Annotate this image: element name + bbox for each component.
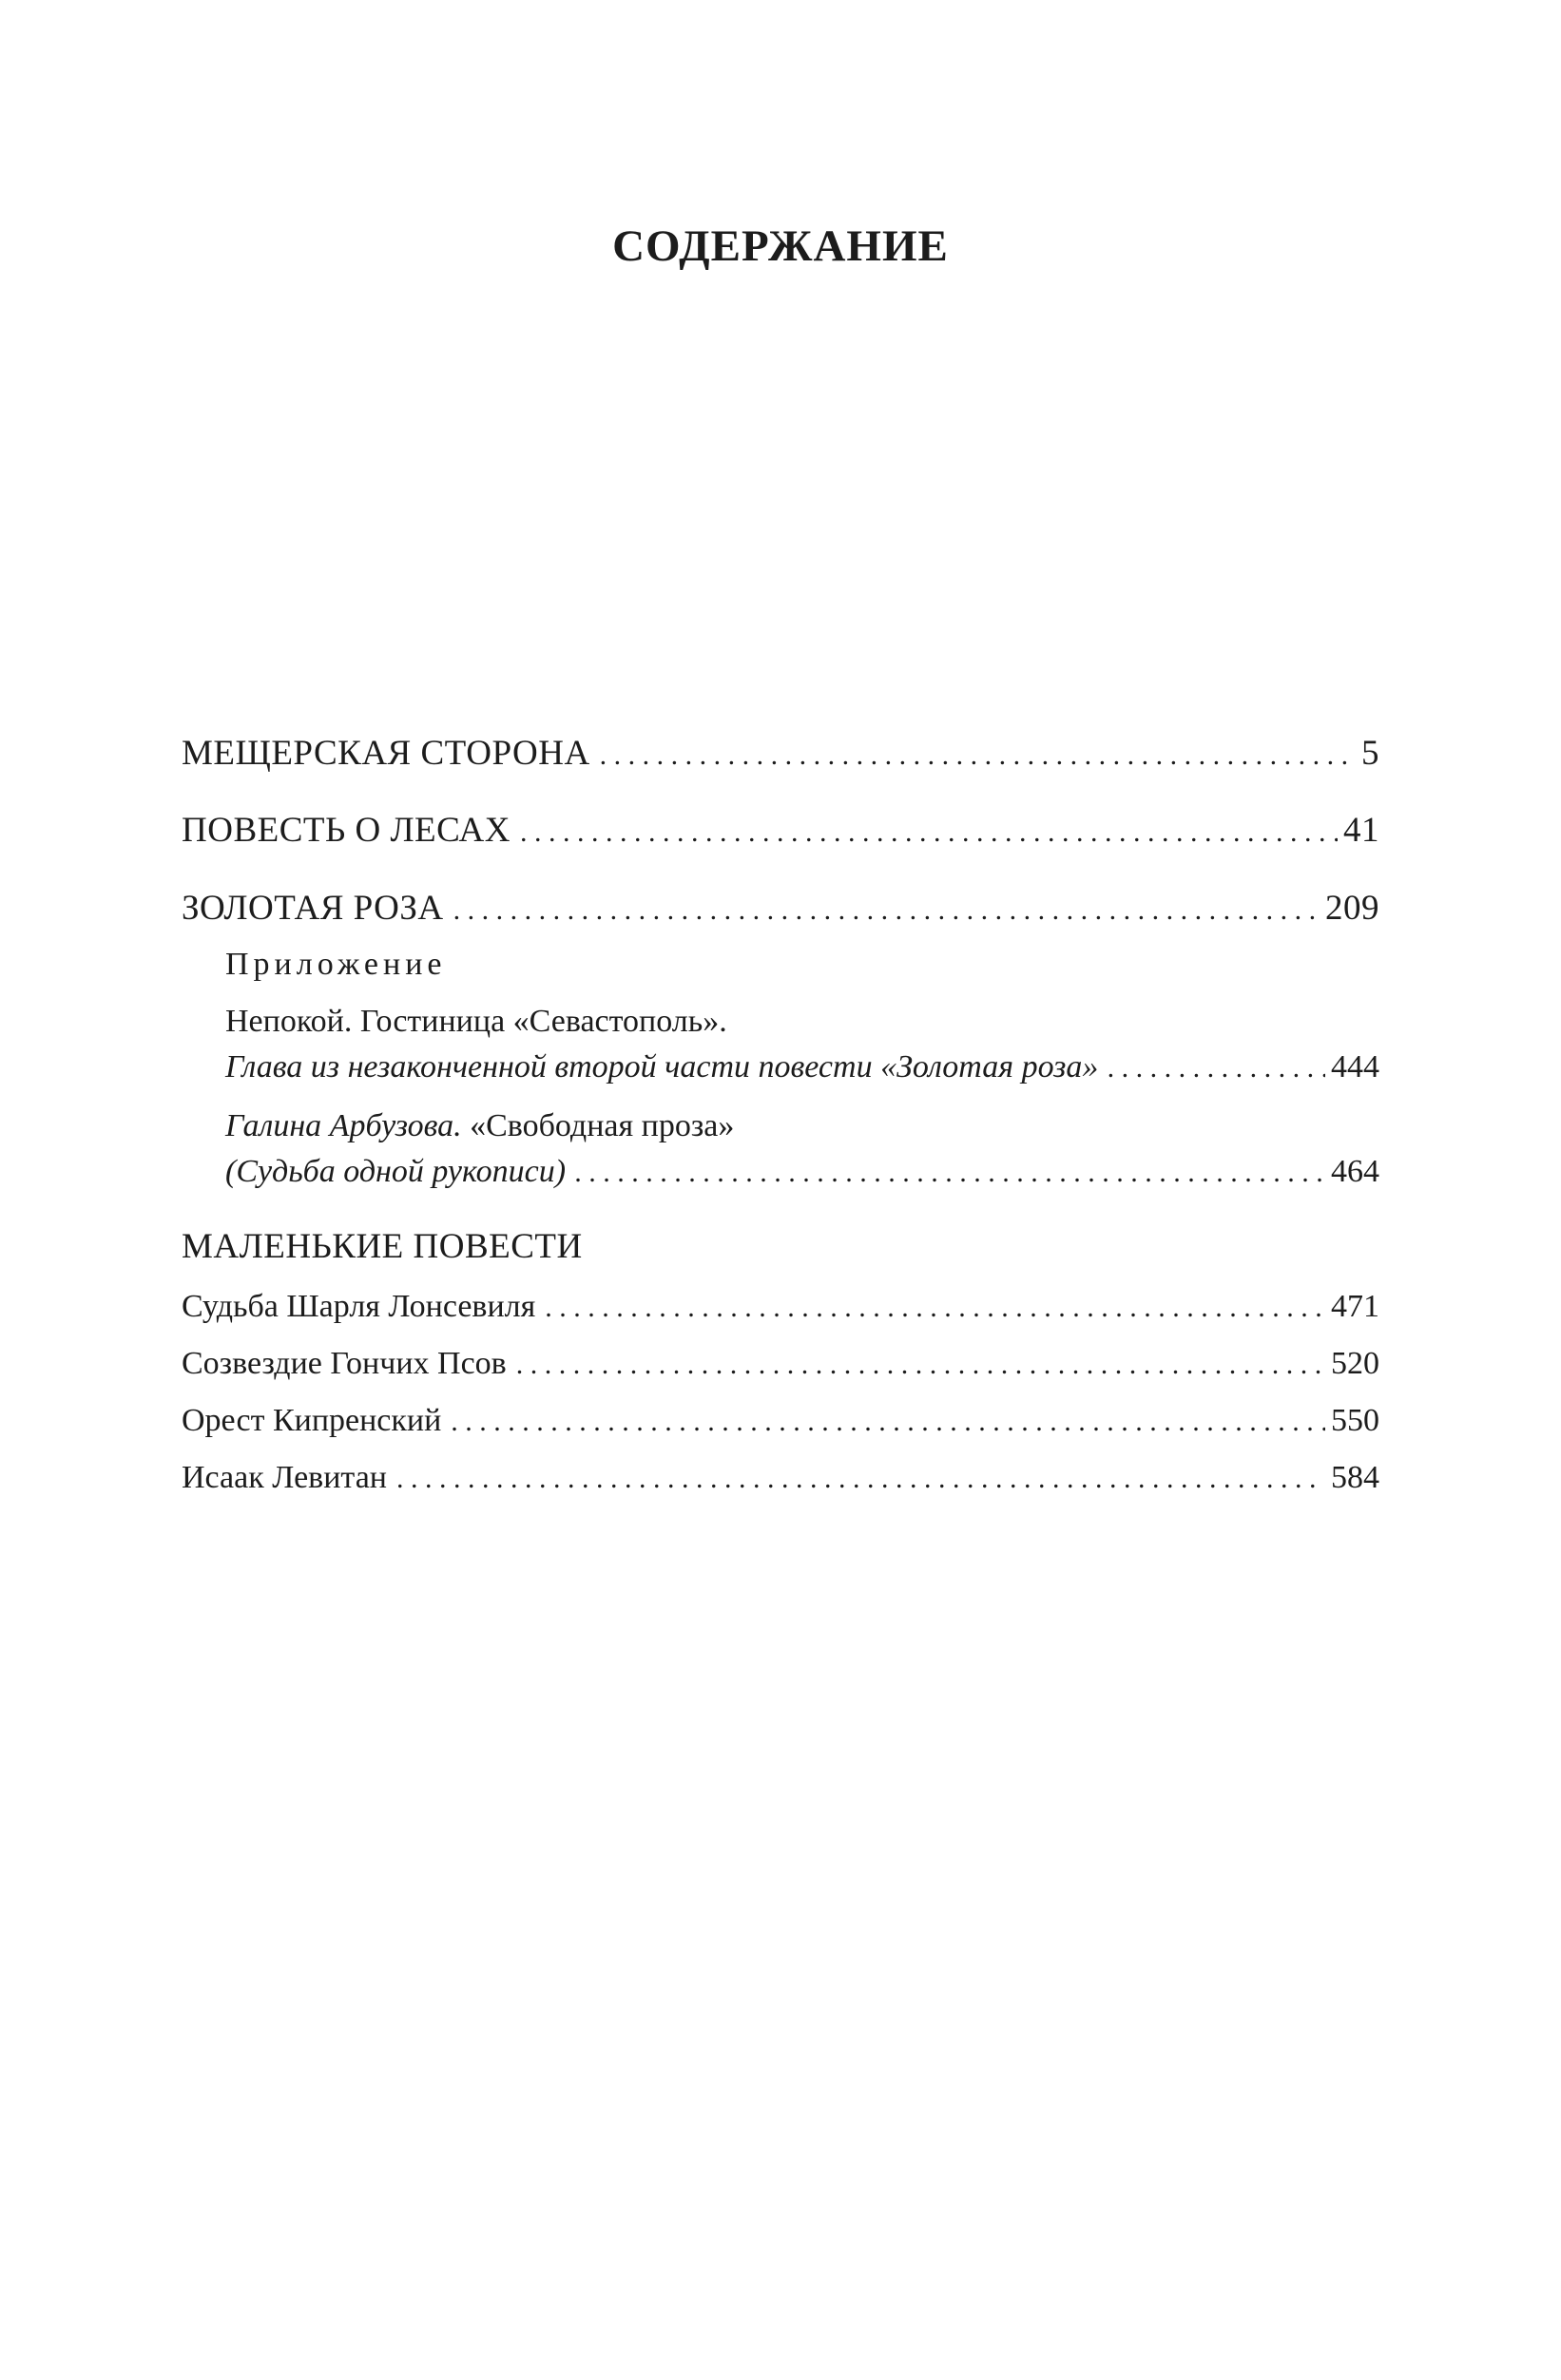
appendix-item2-author: Галина Арбузова.	[225, 1108, 462, 1143]
dot-leader	[545, 1284, 1325, 1332]
dot-leader	[516, 1341, 1325, 1389]
toc-entry-povest-o-lesakh[interactable]	[182, 807, 1379, 854]
toc-entry-nepokoy[interactable]	[225, 1044, 1379, 1091]
toc-entry-page: 584	[1331, 1460, 1379, 1495]
section-heading: МАЛЕНЬКИЕ ПОВЕСТИ	[182, 1227, 583, 1266]
toc-entry-title: МЕЩЕРСКАЯ СТОРОНА	[182, 734, 590, 773]
page-title: СОДЕРЖАНИЕ	[612, 221, 949, 271]
toc-entry-page: 464	[1331, 1154, 1379, 1189]
appendix-label: Приложение	[225, 947, 447, 982]
dot-leader	[396, 1455, 1325, 1503]
toc-entry-title: Орест Кипренский	[182, 1403, 442, 1438]
toc-entry-page: 471	[1331, 1289, 1379, 1324]
appendix-item2-heading	[225, 1103, 734, 1150]
toc-entry-title: Созвездие Гончих Псов	[182, 1346, 507, 1381]
toc-entry-title: ПОВЕСТЬ О ЛЕСАХ	[182, 811, 511, 850]
dot-leader	[1108, 1045, 1325, 1092]
toc-entry-subtitle: Глава из незаконченной второй части повести «Золотая роза»	[225, 1049, 1099, 1084]
toc-entry-subtitle: (Судьба одной рукописи)	[225, 1154, 567, 1189]
dot-leader	[520, 809, 1338, 856]
dot-leader	[575, 1149, 1325, 1197]
toc-entry-title: ЗОЛОТАЯ РОЗА	[182, 889, 444, 928]
toc-entry-page: 520	[1331, 1346, 1379, 1381]
toc-entry-title: Исаак Левитан	[182, 1460, 387, 1495]
toc-entry-title: Судьба Шарля Лонсевиля	[182, 1289, 536, 1324]
toc-entry-meshcherskaya[interactable]	[182, 730, 1379, 777]
dot-leader	[451, 1398, 1325, 1446]
appendix-item2-title: «Свободная проза»	[461, 1108, 735, 1143]
toc-entry-page: 550	[1331, 1403, 1379, 1438]
toc-entry-orest-kiprenskiy[interactable]	[182, 1397, 1379, 1445]
toc-entry-isaak-levitan[interactable]	[182, 1454, 1379, 1502]
toc-entry-sozvezdie[interactable]	[182, 1340, 1379, 1388]
toc-entry-page: 5	[1361, 734, 1379, 773]
toc-entry-page: 444	[1331, 1049, 1379, 1084]
dot-leader	[600, 732, 1356, 779]
toc-entry-svobodnaya-proza[interactable]	[225, 1148, 1379, 1196]
toc-entry-sharl-lonsevil[interactable]	[182, 1283, 1379, 1331]
toc-entry-page: 209	[1325, 889, 1379, 928]
toc-entry-page: 41	[1343, 811, 1379, 850]
appendix-item1-title: Непокой. Гостиница «Севастополь».	[225, 1004, 727, 1039]
dot-leader	[453, 887, 1320, 934]
toc-entry-zolotaya-roza[interactable]	[182, 885, 1379, 932]
